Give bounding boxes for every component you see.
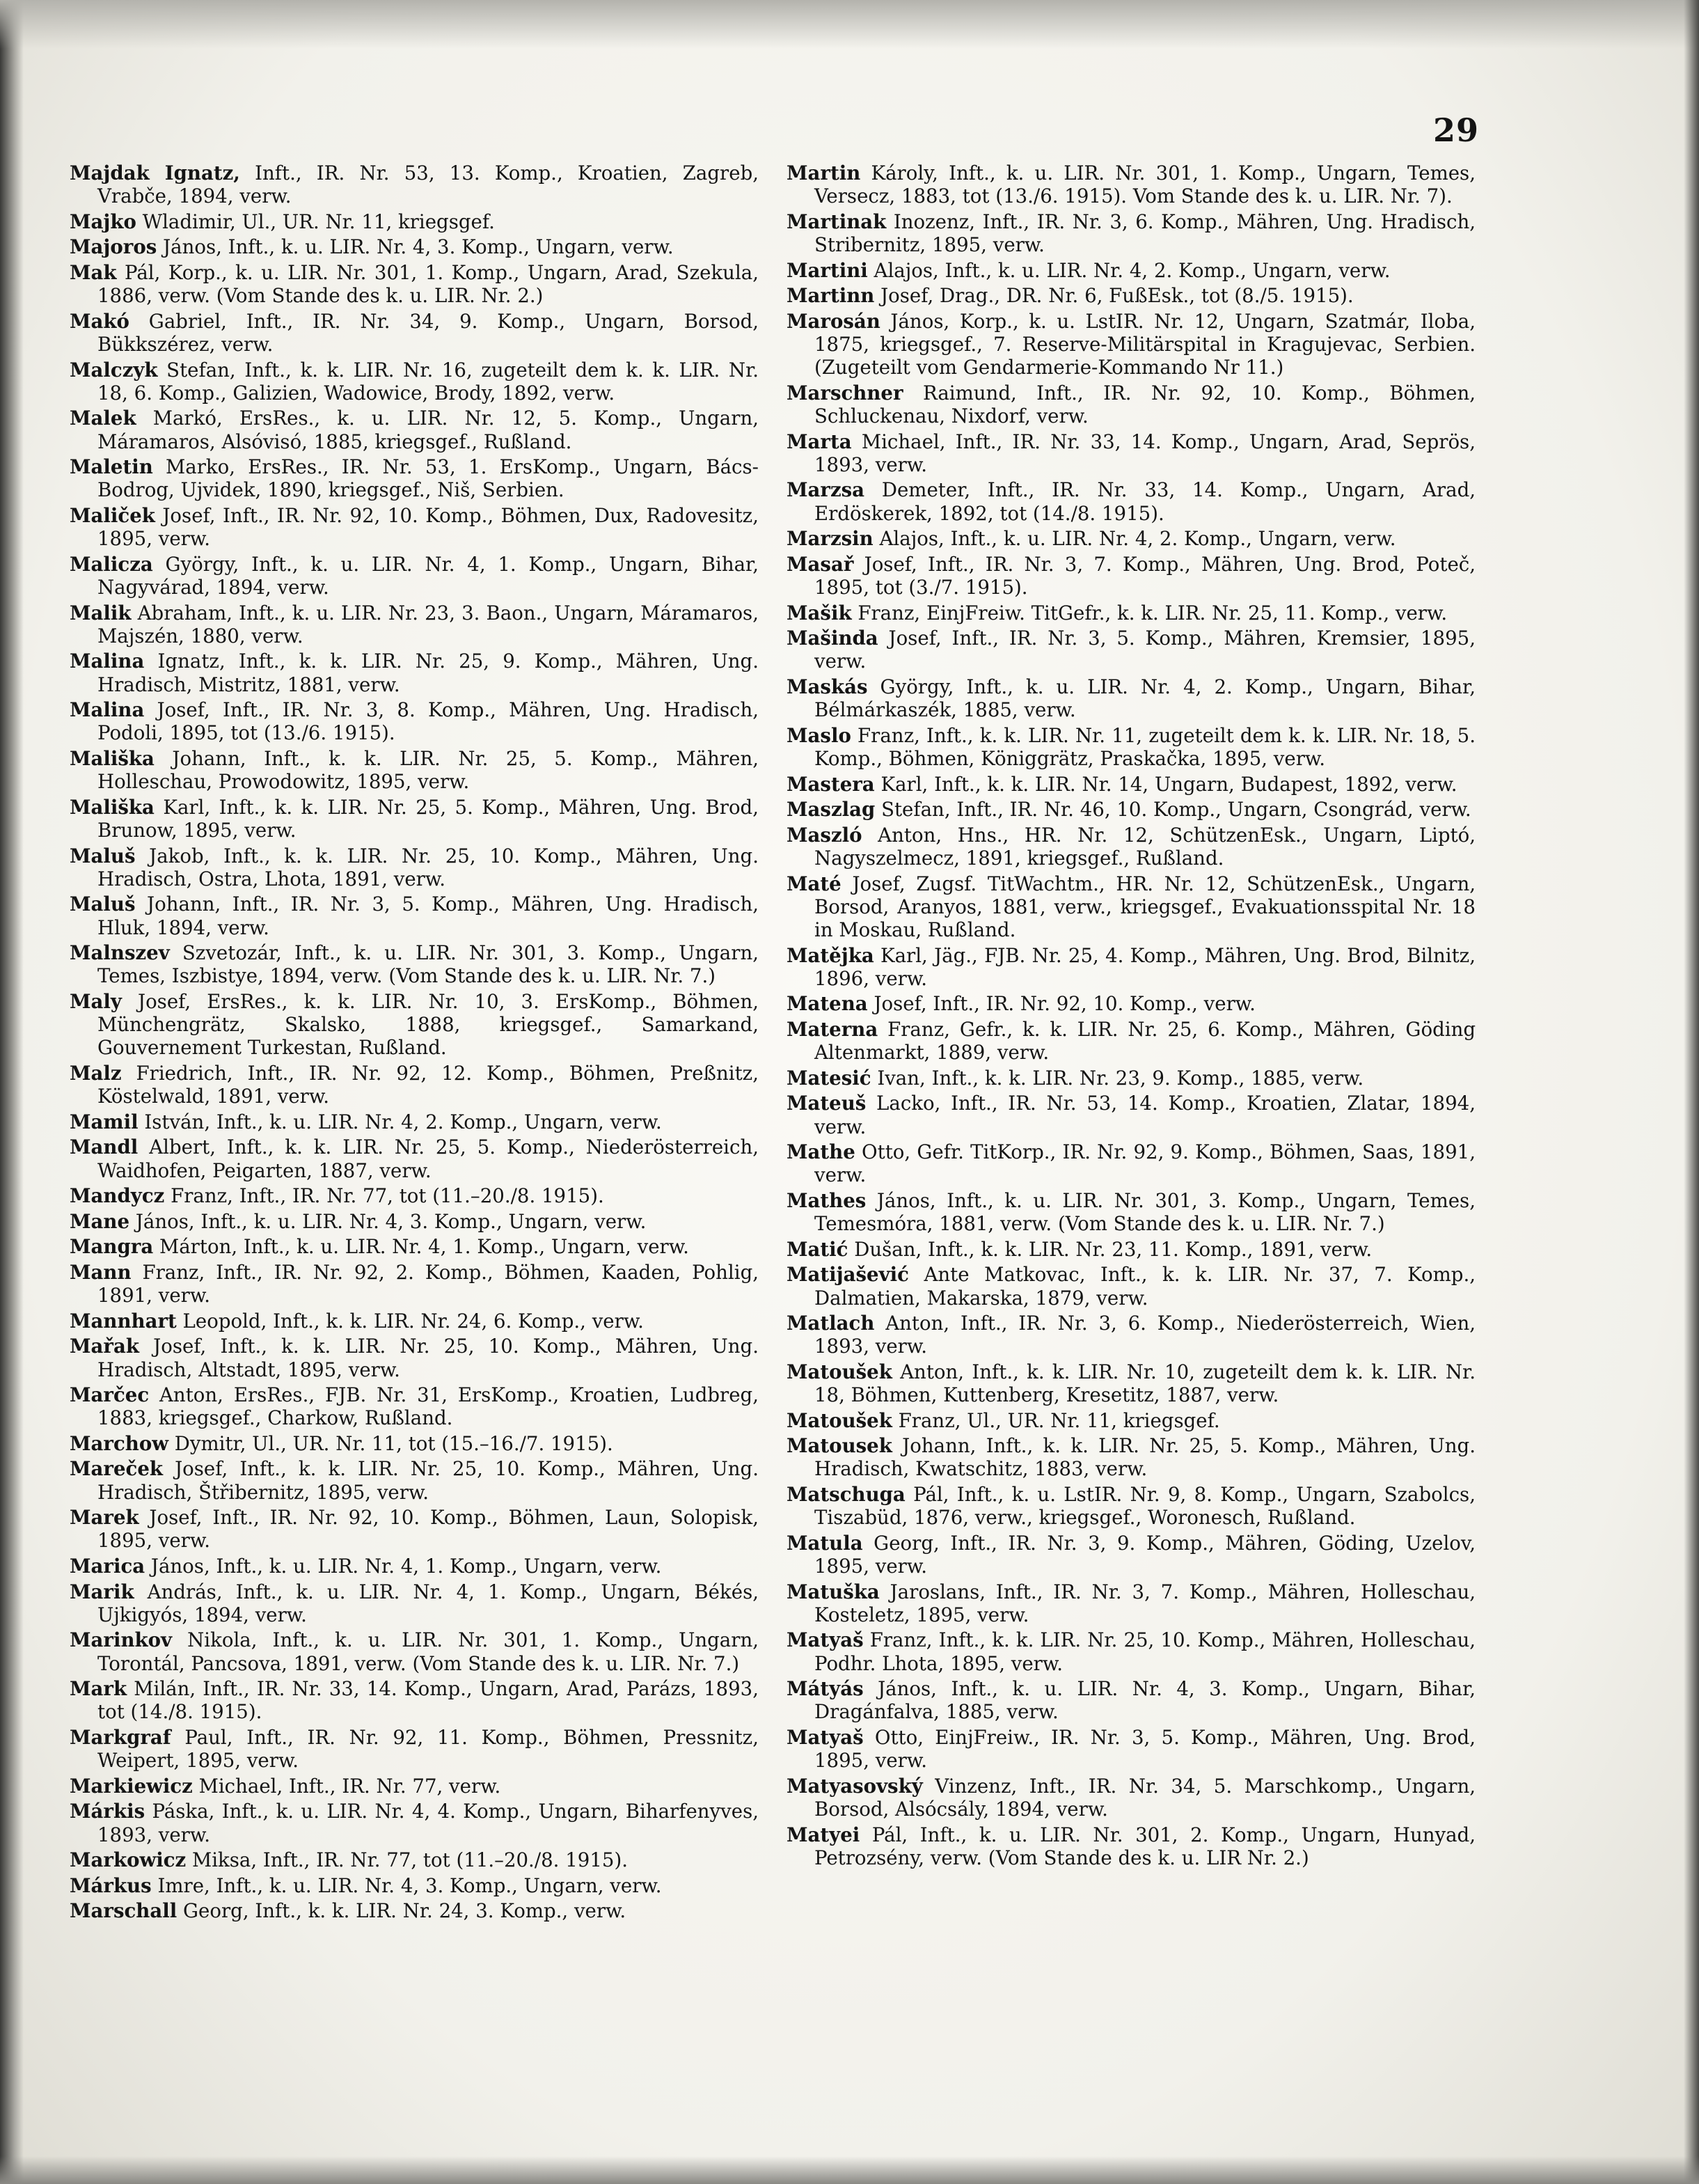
entry-details: Josef, Inft., IR. Nr. 3, 7. Komp., Mähren, Ung. Brod, Poteč, 1895, tot (3./7. 1915). [814,552,1476,599]
entry-surname: Maszlag [787,798,876,822]
entry-surname: Markgraf [70,1726,171,1750]
entry-details: Anton, ErsRes., FJB. Nr. 31, ErsKomp., Kroatien, Ludbreg, 1883, kriegsgef., Charkow, Rußland. [97,1383,759,1430]
list-entry [70,1775,759,1798]
list-entry [787,1092,1476,1138]
list-entry [70,261,759,307]
entry-details: Inozenz, Inft., IR. Nr. 3, 6. Komp., Mähren, Ung. Hradisch, Stribernitz, 1895, verw. [814,210,1476,256]
list-entry [787,824,1476,870]
entry-details: Stefan, Inft., k. k. LIR. Nr. 16, zugeteilt dem k. k. LIR. Nr. 18, 6. Komp., Galizien, Wadowice, Brody, 1892, verw. [97,358,759,404]
entry-surname: Markowicz [70,1848,187,1872]
entry-details: Josef, Inft., IR. Nr. 3, 5. Komp., Mähren, Kremsier, 1895, verw. [814,627,1476,673]
list-entry [70,1899,759,1922]
list-entry [787,527,1476,550]
list-entry [787,872,1476,942]
entry-surname: Mane [70,1209,130,1233]
list-entry [70,747,759,793]
entry-details: Vinzenz, Inft., IR. Nr. 34, 5. Marschkomp., Ungarn, Borsod, Alsócsály, 1894, verw. [814,1774,1476,1821]
entry-surname: Mateuš [787,1092,867,1115]
entry-surname: Mannhart [70,1309,177,1333]
entry-details: Alajos, Inft., k. u. LIR. Nr. 4, 2. Komp., Ungarn, verw. [867,258,1391,282]
entry-surname: Matyasovský [787,1774,923,1798]
entry-surname: Mangra [70,1235,154,1259]
entry-surname: Matyaš [787,1726,864,1750]
list-entry [787,602,1476,624]
list-entry [787,1360,1476,1406]
list-entry [787,210,1476,256]
list-entry [70,1184,759,1207]
entry-details: Nikola, Inft., k. u. LIR. Nr. 301, 1. Komp., Ungarn, Torontál, Pancsova, 1891, verw. (Vom Stande des k. u. LIR. Nr. 7.) [97,1628,759,1675]
list-entry [70,1310,759,1333]
entry-details: Franz, EinjFreiw. TitGefr., k. k. LIR. Nr. 25, 11. Komp., verw. [851,601,1448,624]
list-entry [70,1235,759,1258]
entry-surname: Matić [787,1237,848,1261]
entry-surname: Marosán [787,309,880,333]
scan-shadow-left [0,0,24,2184]
page-number: 29 [1432,111,1479,149]
list-entry [70,310,759,356]
entry-details: Márton, Inft., k. u. LIR. Nr. 4, 1. Komp., Ungarn, verw. [153,1235,689,1259]
list-entry [70,1210,759,1233]
entry-surname: Marčec [70,1383,150,1407]
entry-surname: Marchow [70,1431,168,1455]
entry-details: Miksa, Inft., IR. Nr. 77, tot (11.–20./8. 1915). [186,1848,628,1872]
entry-surname: Martin [787,162,861,184]
entry-details: Johann, Inft., IR. Nr. 3, 5. Komp., Mähren, Ung. Hradisch, Hluk, 1894, verw. [97,893,759,939]
list-entry [787,430,1476,476]
list-entry [70,1261,759,1307]
list-entry [70,1383,759,1429]
entry-details: Dušan, Inft., k. k. LIR. Nr. 23, 11. Komp., 1891, verw. [848,1237,1373,1261]
entry-details: Otto, Gefr. TitKorp., IR. Nr. 92, 9. Komp., Böhmen, Saas, 1891, verw. [814,1140,1476,1187]
list-entry [70,844,759,890]
entry-surname: Malicza [70,552,153,576]
entry-surname: Marschner [787,381,903,404]
right-column [787,162,1476,1871]
list-entry [70,1628,759,1674]
entry-surname: Maskás [787,675,868,698]
list-entry [70,407,759,453]
entry-surname: Majdak Ignatz, [70,162,240,184]
entry-surname: Malina [70,698,145,722]
list-entry [70,162,759,207]
entry-surname: Mátyás [787,1677,864,1701]
left-column [70,162,759,1925]
entry-surname: Majko [70,210,136,233]
entry-details: Markó, ErsRes., k. u. LIR. Nr. 12, 5. Komp., Ungarn, Máramaros, Alsóvisó, 1885, kriegsgef., Rußland. [97,407,759,453]
list-entry [787,773,1476,796]
list-entry [787,1823,1476,1869]
entry-details: Franz, Inft., k. k. LIR. Nr. 11, zugeteilt dem k. k. LIR. Nr. 18, 5. Komp., Böhmen, Königgrätz, Praskačka, 1895, verw. [814,723,1476,770]
entry-details: János, Inft., k. u. LIR. Nr. 4, 3. Komp., Ungarn, verw. [129,1209,647,1233]
entry-details: Leopold, Inft., k. k. LIR. Nr. 24, 6. Komp., verw. [176,1309,644,1333]
entry-surname: Mathes [787,1188,867,1212]
entry-surname: Maly [70,989,122,1013]
entry-surname: Matuška [787,1580,880,1603]
entry-surname: Mark [70,1677,127,1701]
list-entry [787,1532,1476,1578]
entry-details: Anton, Hns., HR. Nr. 12, SchützenEsk., Ungarn, Liptó, Nagyszelmecz, 1891, kriegsgef., Rußland. [814,823,1476,870]
list-entry [787,553,1476,599]
list-entry [787,798,1476,821]
list-entry [70,504,759,550]
entry-details: Franz, Inft., IR. Nr. 77, tot (11.–20./8. 1915). [164,1184,604,1208]
list-entry [70,650,759,696]
entry-details: Alajos, Inft., k. u. LIR. Nr. 4, 2. Komp., Ungarn, verw. [873,527,1396,551]
list-entry [787,1067,1476,1090]
entry-surname: Maszló [787,823,862,847]
entry-details: Josef, Drag., DR. Nr. 6, FußEsk., tot (8./5. 1915). [874,284,1354,308]
entry-surname: Mastera [787,772,875,796]
entry-details: Károly, Inft., k. u. LIR. Nr. 301, 1. Komp., Ungarn, Temes, Versecz, 1883, tot (13./6. 1915). Vom Stande des k. u. LIR. Nr. 7). [814,162,1476,208]
entry-surname: Mareček [70,1457,163,1481]
list-entry [70,1848,759,1871]
entry-details: Ivan, Inft., k. k. LIR. Nr. 23, 9. Komp., 1885, verw. [871,1066,1364,1090]
entry-surname: Malek [70,407,136,430]
entry-surname: Maluš [70,844,136,867]
entry-surname: Mašik [787,601,852,624]
entry-details: Karl, Inft., k. k. LIR. Nr. 14, Ungarn, Budapest, 1892, verw. [874,772,1457,796]
list-entry [70,1136,759,1181]
entry-details: Szvetozár, Inft., k. u. LIR. Nr. 301, 3. Komp., Ungarn, Temes, Iszbistye, 1894, verw. (Vom Stande des k. u. LIR. Nr. 7.) [97,941,759,988]
entry-surname: Malz [70,1061,122,1085]
entry-surname: Matesić [787,1066,871,1090]
list-entry [787,478,1476,524]
entry-surname: Marik [70,1580,134,1603]
list-entry [787,1580,1476,1626]
list-entry [787,992,1476,1015]
entry-details: János, Inft., k. u. LIR. Nr. 4, 3. Komp., Ungarn, Bihar, Dragánfalva, 1885, verw. [814,1677,1476,1724]
list-entry [787,1263,1476,1309]
entry-details: Karl, Inft., k. k. LIR. Nr. 25, 5. Komp., Mähren, Ung. Brod, Brunow, 1895, verw. [97,795,759,842]
list-entry [787,1018,1476,1064]
list-entry [787,724,1476,770]
list-entry [787,1628,1476,1674]
entry-surname: Makó [70,309,129,333]
entry-details: Franz, Ul., UR. Nr. 11, kriegsgef. [892,1408,1220,1432]
list-entry [787,1434,1476,1480]
entry-surname: Mališka [70,795,155,819]
list-entry [70,1580,759,1626]
entry-details: Raimund, Inft., IR. Nr. 92, 10. Komp., Böhmen, Schluckenau, Nixdorf, verw. [814,381,1476,427]
entry-surname: Masař [787,552,854,576]
entry-surname: Maslo [787,723,851,747]
entry-details: Josef, Zugsf. TitWachtm., HR. Nr. 12, SchützenEsk., Ungarn, Borsod, Aranyos, 1881, verw., kriegsgef., Evakuationsspital Nr. 18 in Moskau, Rußland. [814,872,1476,941]
entry-surname: Malnszev [70,941,170,965]
entry-surname: Marinkov [70,1628,173,1652]
entry-details: Josef, ErsRes., k. k. LIR. Nr. 10, 3. ErsKomp., Böhmen, Münchengrätz, Skalsko, 1888, kriegsgef., Samarkand, Gouvernement Turkestan, Rußland. [97,989,759,1060]
entry-surname: Matyei [787,1823,860,1846]
list-entry [70,235,759,258]
entry-details: Michael, Inft., IR. Nr. 77, verw. [192,1774,501,1798]
list-entry [70,359,759,404]
entry-surname: Maliček [70,503,155,527]
entry-details: János, Inft., k. u. LIR. Nr. 301, 3. Komp., Ungarn, Temes, Temesmóra, 1881, verw. (Vom Stande des k. u. LIR. Nr. 7.) [814,1188,1476,1236]
list-entry [787,1677,1476,1723]
list-entry [787,310,1476,379]
entry-surname: Marzsin [787,527,874,551]
scan-shadow-right [1684,0,1699,2184]
list-entry [70,990,759,1060]
entry-surname: Markiewicz [70,1774,193,1798]
entry-details: Karl, Jäg., FJB. Nr. 25, 4. Komp., Mähren, Ung. Brod, Bilnitz, 1896, verw. [814,943,1476,990]
entry-details: Inft., IR. Nr. 53, 13. Komp., Kroatien, Zagreb, Vrabče, 1894, verw. [97,162,759,208]
entry-details: Michael, Inft., IR. Nr. 33, 14. Komp., Ungarn, Arad, Seprös, 1893, verw. [814,430,1476,476]
entry-details: Josef, Inft., IR. Nr. 92, 10. Komp., verw. [867,992,1256,1016]
list-entry [70,1677,759,1723]
entry-details: Pál, Inft., k. u. LIR. Nr. 301, 2. Komp., Ungarn, Hunyad, Petrozsény, verw. (Vom Stande des k. u. LIR Nr. 2.) [814,1823,1476,1869]
entry-details: Abraham, Inft., k. u. LIR. Nr. 23, 3. Baon., Ungarn, Máramaros, Majszén, 1880, verw. [97,601,759,647]
entry-surname: Matějka [787,943,874,967]
entry-details: Georg, Inft., IR. Nr. 3, 9. Komp., Mähren, Göding, Uzelov, 1895, verw. [814,1531,1476,1578]
entry-details: Wladimir, Ul., UR. Nr. 11, kriegsgef. [136,210,495,233]
entry-details: Dymitr, Ul., UR. Nr. 11, tot (15.–16./7. 1915). [168,1431,613,1455]
entry-details: András, Inft., k. u. LIR. Nr. 4, 1. Komp., Ungarn, Békés, Ujkigyós, 1894, verw. [97,1580,759,1626]
entry-surname: Mališka [70,746,155,770]
entry-surname: Mathe [787,1140,855,1164]
entry-details: György, Inft., k. u. LIR. Nr. 4, 1. Komp., Ungarn, Bihar, Nagyvárad, 1894, verw. [97,552,759,599]
list-entry [787,675,1476,721]
list-entry [70,1726,759,1772]
list-entry [787,1726,1476,1772]
list-entry [70,1874,759,1897]
entry-details: István, Inft., k. u. LIR. Nr. 4, 2. Komp., Ungarn, verw. [138,1110,662,1133]
entry-details: Lacko, Inft., IR. Nr. 53, 14. Komp., Kroatien, Zlatar, 1894, verw. [814,1092,1476,1138]
entry-details: Jaroslans, Inft., IR. Nr. 3, 7. Komp., Mähren, Holleschau, Kosteletz, 1895, verw. [814,1580,1476,1626]
entry-details: Otto, EinjFreiw., IR. Nr. 3, 5. Komp., Mähren, Ung. Brod, 1895, verw. [814,1726,1476,1773]
list-entry [70,1457,759,1503]
list-entry [70,1506,759,1552]
entry-surname: Marta [787,430,852,453]
entry-details: Josef, Inft., k. k. LIR. Nr. 25, 10. Komp., Mähren, Ung. Hradisch, Altstadt, 1895, verw. [97,1335,759,1381]
list-entry [70,1800,759,1846]
entry-surname: Mandycz [70,1184,165,1208]
entry-details: Imre, Inft., k. u. LIR. Nr. 4, 3. Komp., Ungarn, verw. [151,1873,662,1897]
entry-surname: Malina [70,650,145,673]
entry-details: Georg, Inft., k. k. LIR. Nr. 24, 3. Komp., verw. [177,1899,626,1923]
entry-surname: Mařak [70,1335,139,1358]
list-entry [70,455,759,501]
scan-shadow-top [0,0,1699,49]
entry-details: Demeter, Inft., IR. Nr. 33, 14. Komp., Ungarn, Arad, Erdöskerek, 1892, tot (14./8. 1915). [814,478,1476,525]
entry-surname: Matyaš [787,1628,864,1652]
entry-surname: Materna [787,1017,878,1041]
list-entry [70,602,759,647]
entry-surname: Matousek [787,1434,892,1458]
entry-surname: Matoušek [787,1408,892,1432]
entry-surname: Matoušek [787,1360,892,1383]
list-entry [787,627,1476,673]
list-entry [787,382,1476,427]
list-entry [70,893,759,938]
entry-details: Jakob, Inft., k. k. LIR. Nr. 25, 10. Komp., Mähren, Ung. Hradisch, Ostra, Lhota, 1891, verw. [97,844,759,890]
entry-details: Anton, Inft., IR. Nr. 3, 6. Komp., Niederösterreich, Wien, 1893, verw. [814,1312,1476,1358]
entry-details: János, Korp., k. u. LstIR. Nr. 12, Ungarn, Szatmár, Iloba, 1875, kriegsgef., 7. Reserve-Militärspital in Kragujevac, Serbien. (Zugeteilt vom Gendarmerie-Kommando Nr 11.) [814,309,1476,379]
entry-details: Franz, Inft., IR. Nr. 92, 2. Komp., Böhmen, Kaaden, Pohlig, 1891, verw. [97,1260,759,1307]
entry-surname: Maletin [70,455,153,479]
entry-surname: Marek [70,1506,139,1530]
entry-details: Johann, Inft., k. k. LIR. Nr. 25, 5. Komp., Mähren, Holleschau, Prowodowitz, 1895, verw. [97,746,759,794]
entry-surname: Mamil [70,1110,139,1133]
entry-details: Anton, Inft., k. k. LIR. Nr. 10, zugeteilt dem k. k. LIR. Nr. 18, Böhmen, Kuttenberg, Kresetitz, 1887, verw. [814,1360,1476,1407]
list-entry [70,796,759,842]
entry-surname: Márkis [70,1800,145,1823]
list-entry [70,1062,759,1108]
entry-details: Páska, Inft., k. u. LIR. Nr. 4, 4. Komp., Ungarn, Biharfenyves, 1893, verw. [97,1800,759,1846]
entry-surname: Matlach [787,1312,875,1335]
list-entry [787,1775,1476,1821]
entry-details: Ante Matkovac, Inft., k. k. LIR. Nr. 37, 7. Komp., Dalmatien, Makarska, 1879, verw. [814,1263,1476,1310]
entry-surname: Mandl [70,1136,139,1159]
entry-details: György, Inft., k. u. LIR. Nr. 4, 2. Komp., Ungarn, Bihar, Bélmárkaszék, 1885, verw. [814,675,1476,722]
entry-details: Milán, Inft., IR. Nr. 33, 14. Komp., Ungarn, Arad, Parázs, 1893, tot (14./8. 1915). [97,1677,759,1724]
entry-details: Josef, Inft., IR. Nr. 92, 10. Komp., Böhmen, Dux, Radovesitz, 1895, verw. [97,503,759,551]
entry-surname: Maté [787,872,841,895]
entry-surname: Márkus [70,1873,152,1897]
entry-surname: Mann [70,1260,132,1284]
entry-details: Stefan, Inft., IR. Nr. 46, 10. Komp., Ungarn, Csongrád, verw. [875,798,1471,822]
entry-surname: Martini [787,258,868,282]
entry-surname: Matena [787,992,868,1016]
entry-details: Johann, Inft., k. k. LIR. Nr. 25, 5. Komp., Mähren, Ung. Hradisch, Kwatschitz, 1883, verw. [814,1434,1476,1481]
list-entry [70,941,759,987]
entry-details: János, Inft., k. u. LIR. Nr. 4, 3. Komp., Ungarn, verw. [157,235,674,259]
list-entry [787,1238,1476,1261]
list-entry [787,162,1476,207]
entry-details: Marko, ErsRes., IR. Nr. 53, 1. ErsKomp., Ungarn, Bács-Bodrog, Ujvidek, 1890, kriegsgef., Niš, Serbien. [97,455,759,502]
list-entry [70,698,759,744]
list-entry [70,1432,759,1455]
entry-surname: Malczyk [70,358,158,382]
entry-surname: Matula [787,1531,863,1555]
list-entry [787,944,1476,990]
entry-surname: Martinak [787,210,887,233]
entry-surname: Marica [70,1555,145,1578]
list-entry [787,1409,1476,1432]
entry-details: Franz, Gefr., k. k. LIR. Nr. 25, 6. Komp., Mähren, Göding Altenmarkt, 1889, verw. [814,1017,1476,1064]
scan-shadow-bottom [0,2156,1699,2184]
entry-details: Ignatz, Inft., k. k. LIR. Nr. 25, 9. Komp., Mähren, Ung. Hradisch, Mistritz, 1881, verw. [97,650,759,696]
entry-details: Gabriel, Inft., IR. Nr. 34, 9. Komp., Ungarn, Borsod, Bükkszérez, verw. [97,309,759,356]
entry-details: Friedrich, Inft., IR. Nr. 92, 12. Komp., Böhmen, Preßnitz, Köstelwald, 1891, verw. [97,1061,759,1108]
entry-surname: Martinn [787,284,875,308]
entry-surname: Mašinda [787,627,878,650]
list-entry [787,259,1476,282]
entry-details: Albert, Inft., k. k. LIR. Nr. 25, 5. Komp., Niederösterreich, Waidhofen, Peigarten, 1887, verw. [97,1136,759,1182]
entry-details: Pál, Inft., k. u. LstIR. Nr. 9, 8. Komp., Ungarn, Szabolcs, Tiszabüd, 1876, verw., kriegsgef., Woronesch, Rußland. [814,1483,1476,1530]
list-entry [787,1312,1476,1358]
entry-details: Josef, Inft., IR. Nr. 3, 8. Komp., Mähren, Ung. Hradisch, Podoli, 1895, tot (13./6. 1915). [97,698,759,745]
list-entry [787,1483,1476,1529]
list-entry [787,1140,1476,1186]
entry-details: Paul, Inft., IR. Nr. 92, 11. Komp., Böhmen, Pressnitz, Weipert, 1895, verw. [97,1726,759,1773]
entry-surname: Malik [70,601,132,624]
entry-surname: Matschuga [787,1483,906,1507]
entry-surname: Marzsa [787,478,865,502]
entry-details: János, Inft., k. u. LIR. Nr. 4, 1. Komp., Ungarn, verw. [145,1555,662,1578]
entry-surname: Maluš [70,893,136,916]
list-entry [70,1110,759,1133]
entry-surname: Mak [70,260,117,284]
entry-details: Josef, Inft., k. k. LIR. Nr. 25, 10. Komp., Mähren, Ung. Hradisch, Štřibernitz, 1895, verw. [97,1457,759,1504]
entry-details: Josef, Inft., IR. Nr. 92, 10. Komp., Böhmen, Laun, Solopisk, 1895, verw. [97,1506,759,1553]
entry-surname: Marschall [70,1899,177,1923]
entry-details: Pál, Korp., k. u. LIR. Nr. 301, 1. Komp., Ungarn, Arad, Szekula, 1886, verw. (Vom Stande des k. u. LIR. Nr. 2.) [97,260,759,308]
list-entry [70,210,759,233]
entry-surname: Majoros [70,235,157,259]
list-entry [70,553,759,599]
list-entry [787,284,1476,307]
entry-details: Franz, Inft., k. k. LIR. Nr. 25, 10. Komp., Mähren, Holleschau, Podhr. Lhota, 1895, verw. [814,1628,1476,1675]
list-entry [787,1189,1476,1235]
entry-surname: Matijašević [787,1263,909,1287]
list-entry [70,1555,759,1578]
list-entry [70,1335,759,1381]
